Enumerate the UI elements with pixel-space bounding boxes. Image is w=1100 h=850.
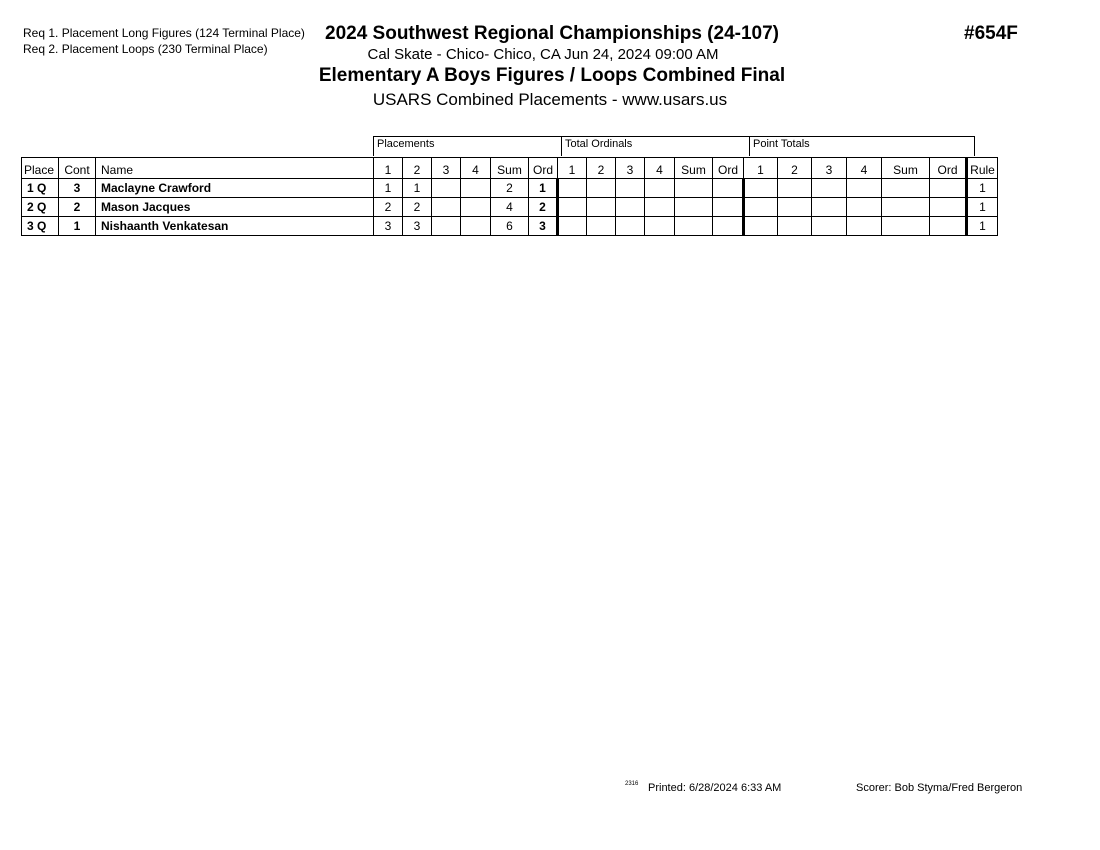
col-header-place: Place	[22, 158, 59, 179]
col-header-ordinals-sum: Sum	[675, 158, 713, 179]
point-totals-group-header: Point Totals	[749, 136, 974, 156]
points-2-cell	[778, 198, 812, 217]
col-header-points-1: 1	[744, 158, 778, 179]
placement-4-cell	[461, 179, 491, 198]
col-header-ordinals-3: 3	[616, 158, 645, 179]
ordinal-2-cell	[587, 217, 616, 236]
col-header-placements-3: 3	[432, 158, 461, 179]
points-1-cell	[744, 217, 778, 236]
placement-2-cell: 1	[403, 179, 432, 198]
col-header-points-ord: Ord	[930, 158, 967, 179]
col-header-cont: Cont	[59, 158, 96, 179]
ordinal-3-cell	[616, 217, 645, 236]
points-ord-cell	[930, 198, 967, 217]
placement-sum-cell: 2	[491, 179, 529, 198]
placement-1-cell: 1	[374, 179, 403, 198]
col-header-ordinals-4: 4	[645, 158, 675, 179]
event-name: Elementary A Boys Figures / Loops Combined Final	[318, 65, 786, 86]
placement-sum-cell: 4	[491, 198, 529, 217]
points-4-cell	[847, 179, 882, 198]
ordinal-1-cell	[558, 217, 587, 236]
col-header-ordinals-2: 2	[587, 158, 616, 179]
place-cell: 1 Q	[22, 179, 59, 198]
col-header-placements-2: 2	[403, 158, 432, 179]
col-header-placements-sum: Sum	[491, 158, 529, 179]
placement-2-cell: 2	[403, 198, 432, 217]
points-4-cell	[847, 217, 882, 236]
points-2-cell	[778, 217, 812, 236]
col-header-name: Name	[96, 158, 374, 179]
ordinal-3-cell	[616, 179, 645, 198]
placement-ord-cell: 3	[529, 217, 558, 236]
table-header-row	[22, 158, 998, 179]
placement-1-cell: 2	[374, 198, 403, 217]
points-ord-cell	[930, 179, 967, 198]
placements-subtitle: USARS Combined Placements - www.usars.us	[372, 90, 728, 109]
col-header-rule: Rule	[967, 158, 998, 179]
placement-3-cell	[432, 217, 461, 236]
ordinal-ord-cell	[713, 217, 744, 236]
points-4-cell	[847, 198, 882, 217]
place-cell: 2 Q	[22, 198, 59, 217]
cont-cell: 2	[59, 198, 96, 217]
total-ordinals-group-header: Total Ordinals	[561, 136, 749, 156]
points-2-cell	[778, 179, 812, 198]
scorer-names: Scorer: Bob Styma/Fred Bergeron	[856, 782, 1023, 794]
skater-name: Nishaanth Venkatesan	[96, 217, 374, 236]
rule-cell: 1	[967, 179, 998, 198]
placement-3-cell	[432, 198, 461, 217]
table-row	[22, 198, 998, 217]
ordinal-4-cell	[645, 198, 675, 217]
col-header-ordinals-ord: Ord	[713, 158, 744, 179]
ordinal-ord-cell	[713, 198, 744, 217]
group-header-right-edge	[973, 136, 975, 156]
points-3-cell	[812, 179, 847, 198]
col-header-ordinals-1: 1	[558, 158, 587, 179]
skater-name: Maclayne Crawford	[96, 179, 374, 198]
col-header-placements-4: 4	[461, 158, 491, 179]
ordinal-sum-cell	[675, 217, 713, 236]
ordinal-2-cell	[587, 198, 616, 217]
points-3-cell	[812, 198, 847, 217]
location-date: Cal Skate - Chico- Chico, CA Jun 24, 2024 09:00 AM	[367, 46, 719, 63]
placement-2-cell: 3	[403, 217, 432, 236]
placement-4-cell	[461, 198, 491, 217]
table-row	[22, 179, 998, 198]
requirement-1: Req 1. Placement Long Figures (124 Terminal Place)	[23, 26, 305, 40]
points-3-cell	[812, 217, 847, 236]
col-header-points-4: 4	[847, 158, 882, 179]
points-sum-cell	[882, 198, 930, 217]
points-1-cell	[744, 198, 778, 217]
points-1-cell	[744, 179, 778, 198]
table-row	[22, 217, 998, 236]
ordinal-4-cell	[645, 217, 675, 236]
rule-cell: 1	[967, 217, 998, 236]
requirement-2: Req 2. Placement Loops (230 Terminal Place)	[23, 42, 268, 56]
col-header-placements-1: 1	[374, 158, 403, 179]
placement-ord-cell: 1	[529, 179, 558, 198]
placement-ord-cell: 2	[529, 198, 558, 217]
placement-3-cell	[432, 179, 461, 198]
col-header-points-sum: Sum	[882, 158, 930, 179]
report-code: 2316	[625, 781, 639, 787]
rule-cell: 1	[967, 198, 998, 217]
results-table	[21, 157, 998, 236]
ordinal-2-cell	[587, 179, 616, 198]
cont-cell: 3	[59, 179, 96, 198]
placements-group-header: Placements	[373, 136, 561, 156]
placement-4-cell	[461, 217, 491, 236]
skater-name: Mason Jacques	[96, 198, 374, 217]
placement-1-cell: 3	[374, 217, 403, 236]
ordinal-1-cell	[558, 198, 587, 217]
points-sum-cell	[882, 217, 930, 236]
col-header-points-2: 2	[778, 158, 812, 179]
ordinal-sum-cell	[675, 198, 713, 217]
ordinal-4-cell	[645, 179, 675, 198]
cont-cell: 1	[59, 217, 96, 236]
place-cell: 3 Q	[22, 217, 59, 236]
points-ord-cell	[930, 217, 967, 236]
ordinal-sum-cell	[675, 179, 713, 198]
col-header-placements-ord: Ord	[529, 158, 558, 179]
event-number: #654F	[964, 23, 1018, 44]
ordinal-ord-cell	[713, 179, 744, 198]
competition-title: 2024 Southwest Regional Championships (24-107)	[325, 23, 779, 44]
points-sum-cell	[882, 179, 930, 198]
ordinal-1-cell	[558, 179, 587, 198]
ordinal-3-cell	[616, 198, 645, 217]
printed-timestamp: Printed: 6/28/2024 6:33 AM	[648, 782, 782, 794]
col-header-points-3: 3	[812, 158, 847, 179]
placement-sum-cell: 6	[491, 217, 529, 236]
